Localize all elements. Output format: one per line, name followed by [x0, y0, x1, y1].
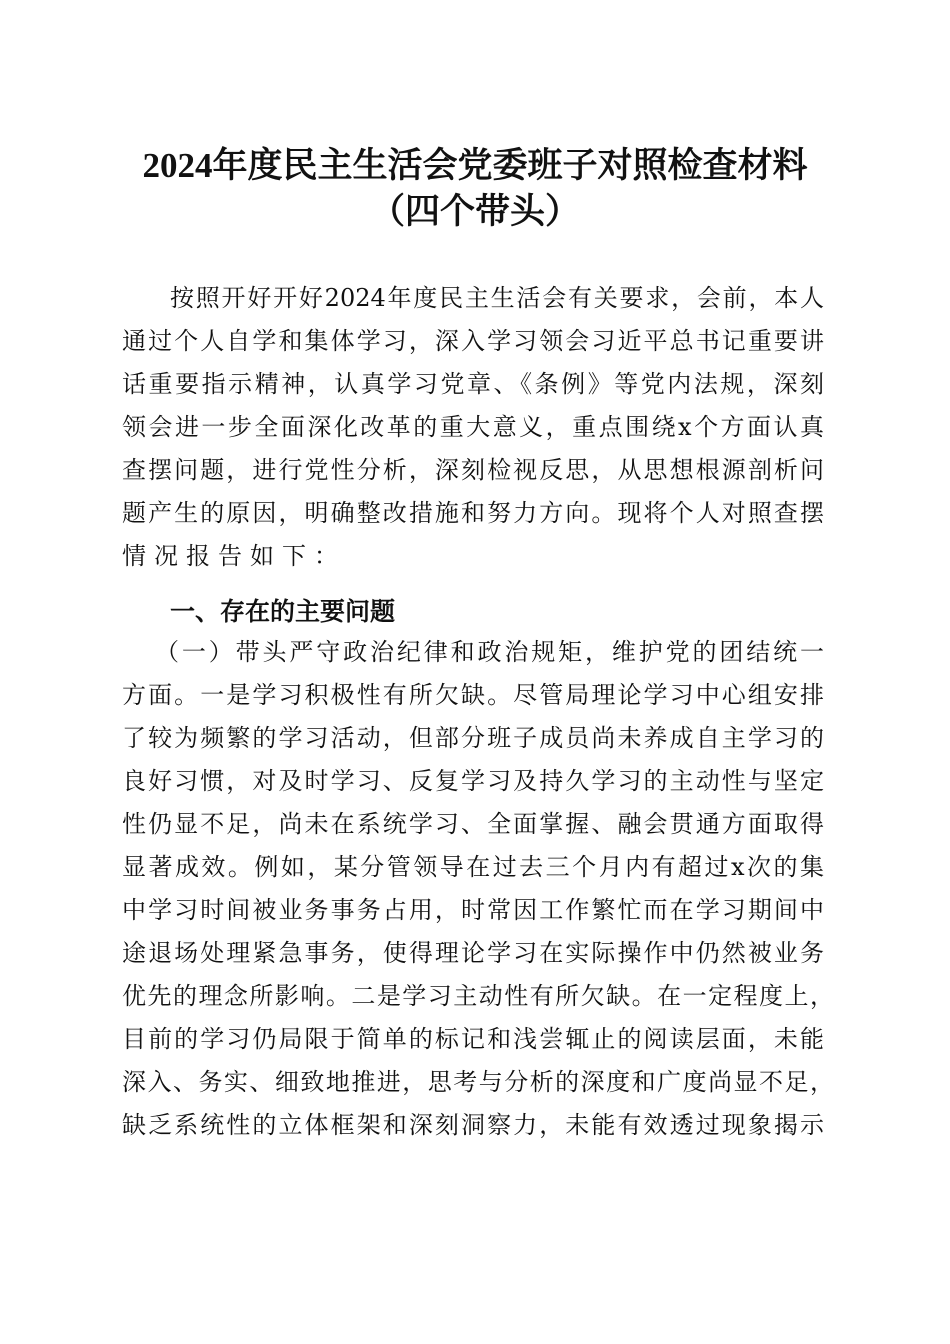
text-line: 良好习惯，对及时学习、反复学习及持久学习的主动性与坚定 [122, 767, 824, 795]
text-line: 查摆问题，进行党性分析，深刻检视反思，从思想根源剖析问 [122, 456, 824, 484]
section-heading: 一、存在的主要问题 [170, 597, 396, 626]
text-line: 途退场处理紧急事务，使得理论学习在实际操作中仍然被业务 [122, 939, 824, 967]
document-title-line-2: （四个带头） [369, 192, 580, 231]
text-line: 通过个人自学和集体学习，深入学习领会习近平总书记重要讲 [122, 327, 824, 355]
document-title-line-1: 2024年度民主生活会党委班子对照检查材料 [142, 146, 808, 185]
text-line: 性仍显不足，尚未在系统学习、全面掌握、融会贯通方面取得 [122, 810, 824, 838]
text-line: 深入、务实、细致地推进，思考与分析的深度和广度尚显不足， [122, 1068, 834, 1096]
text-line: 题产生的原因，明确整改措施和努力方向。现将个人对照查摆 [122, 499, 824, 527]
text-line: 目前的学习仍局限于简单的标记和浅尝辄止的阅读层面，未能 [122, 1025, 824, 1053]
text-line: 情况报告如下： [122, 542, 346, 570]
text-line: 领会进一步全面深化改革的重大意义，重点围绕x个方面认真 [122, 413, 824, 441]
text-line: 了较为频繁的学习活动，但部分班子成员尚未养成自主学习的 [122, 724, 824, 752]
text-line: 优先的理念所影响。二是学习主动性有所欠缺。在一定程度上， [122, 982, 834, 1010]
text-line: 方面。一是学习积极性有所欠缺。尽管局理论学习中心组安排 [122, 681, 824, 709]
text-line: （一）带头严守政治纪律和政治规矩，维护党的团结统一 [155, 638, 824, 666]
text-line: 话重要指示精神，认真学习党章、《条例》等党内法规，深刻 [122, 370, 824, 398]
text-line: 中学习时间被业务事务占用，时常因工作繁忙而在学习期间中 [122, 896, 824, 924]
text-line: 缺乏系统性的立体框架和深刻洞察力，未能有效透过现象揭示 [122, 1111, 824, 1139]
text-line: 显著成效。例如，某分管领导在过去三个月内有超过x次的集 [122, 853, 824, 881]
text-line: 按照开好开好2024年度民主生活会有关要求，会前，本人 [170, 284, 824, 312]
